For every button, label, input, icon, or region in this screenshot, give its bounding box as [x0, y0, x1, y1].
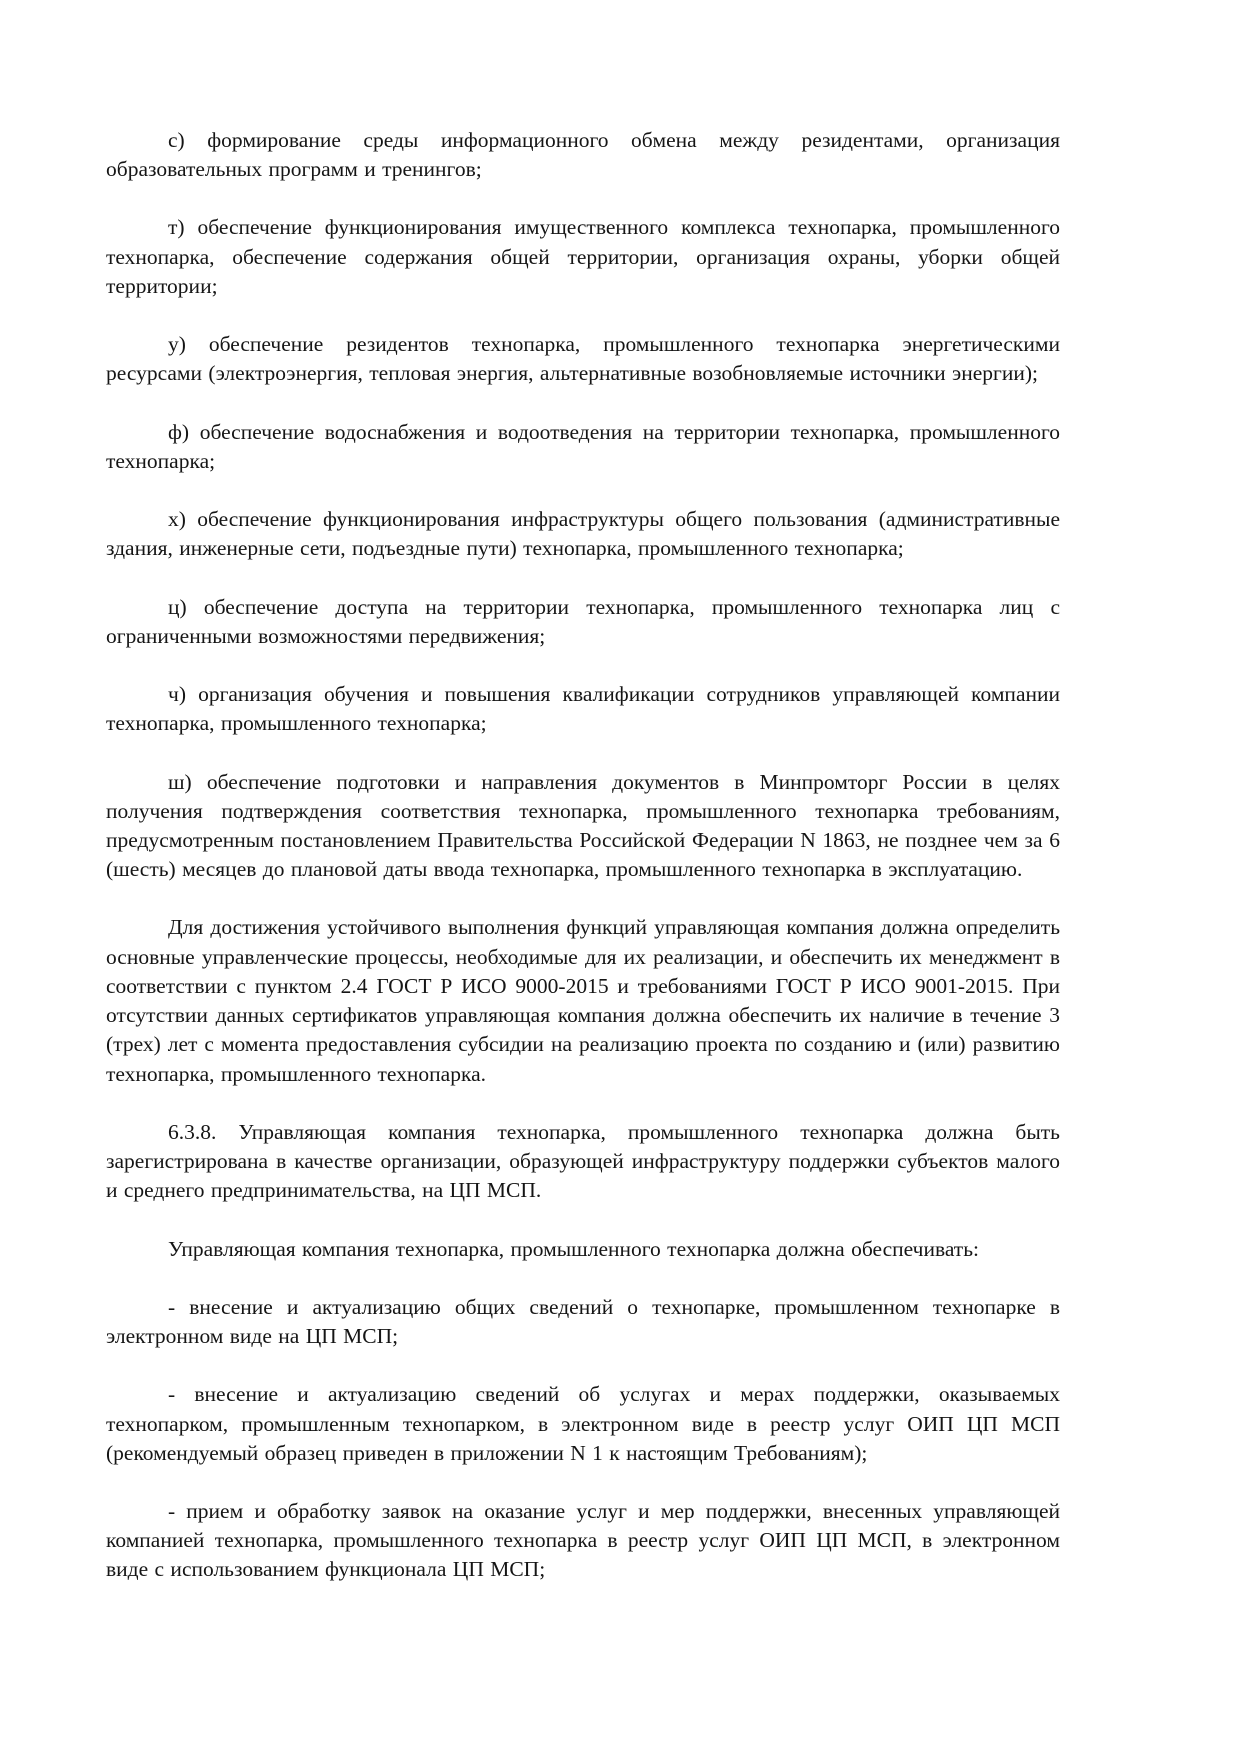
paragraph-item-h: х) обеспечение функционирования инфраструктуры общего пользования (административные здания, инженерные сети, подъездные пути) технопарка, промышленного технопарка;: [106, 507, 1060, 561]
paragraph-list-dash-3: - прием и обработку заявок на оказание услуг и мер поддержки, внесенных управляющей компанией технопарка, промышленного технопарка в реестр услуг ОИП ЦП МСП, в электронном виде с использованием функционала ЦП МСП;: [106, 1498, 1060, 1582]
paragraph-item-f: ф) обеспечение водоснабжения и водоотведения на территории технопарка, промышленного технопарка;: [106, 419, 1060, 473]
paragraph-list-dash-2: - внесение и актуализацию сведений об услугах и мерах поддержки, оказываемых технопарком, промышленным технопарком, в электронном виде в реестр услуг ОИП ЦП МСП (рекомендуемый образец приведен в приложении N 1 к настоящим Требованиям);: [106, 1382, 1060, 1465]
paragraph-item-c: с) формирование среды информационного обмена между резидентами, организация образовательных программ и тренингов;: [106, 128, 1060, 182]
paragraph-item-ts: ц) обеспечение доступа на территории технопарка, промышленного технопарка лиц с ограниченными возможностями передвижения;: [106, 594, 1060, 648]
paragraph-must-provide: Управляющая компания технопарка, промышленного технопарка должна обеспечивать:: [168, 1236, 979, 1261]
document-body: [106, 126, 1060, 1585]
paragraph-functions: Для достижения устойчивого выполнения функций управляющая компания должна определить основные управленческие процессы, необходимые для их реализации, и обеспечить их менеджмент в соответствии с пунктом 2.4 ГОСТ Р ИСО 9000-2015 и требованиями ГОСТ Р ИСО 9001-2015. При отсутствии данных сертификатов управляющая компания должна обеспечить их наличие в течение 3 (трех) лет с момента предоставления субсидии на реализацию проекта по созданию и (или) развитию технопарка, промышленного технопарка.: [106, 915, 1060, 1086]
paragraph-item-u: у) обеспечение резидентов технопарка, промышленного технопарка энергетическими ресурсами (электроэнергия, тепловая энергия, альтернативные возобновляемые источники энергии);: [106, 332, 1060, 386]
paragraph-item-sh: ш) обеспечение подготовки и направления документов в Минпромторг России в целях получения подтверждения соответствия технопарка, промышленного технопарка требованиям, предусмотренным постановлением Правительства Российской Федерации N 1863, не позднее чем за 6 (шесть) месяцев до плановой даты ввода технопарка, промышленного технопарка в эксплуатацию.: [106, 769, 1060, 882]
paragraph-list-dash-1: - внесение и актуализацию общих сведений о технопарке, промышленном технопарке в электронном виде на ЦП МСП;: [106, 1294, 1060, 1349]
paragraph-6-3-8: 6.3.8. Управляющая компания технопарка, промышленного технопарка должна быть зарегистрирована в качестве организации, образующей инфраструктуру поддержки субъектов малого и среднего предпринимательства, на ЦП МСП.: [106, 1119, 1060, 1203]
paragraph-item-t: т) обеспечение функционирования имущественного комплекса технопарка, промышленного технопарка, обеспечение содержания общей территории, организация охраны, уборки общей территории;: [106, 215, 1060, 298]
paragraph-item-ch: ч) организация обучения и повышения квалификации сотрудников управляющей компании технопарка, промышленного технопарка;: [106, 682, 1060, 736]
